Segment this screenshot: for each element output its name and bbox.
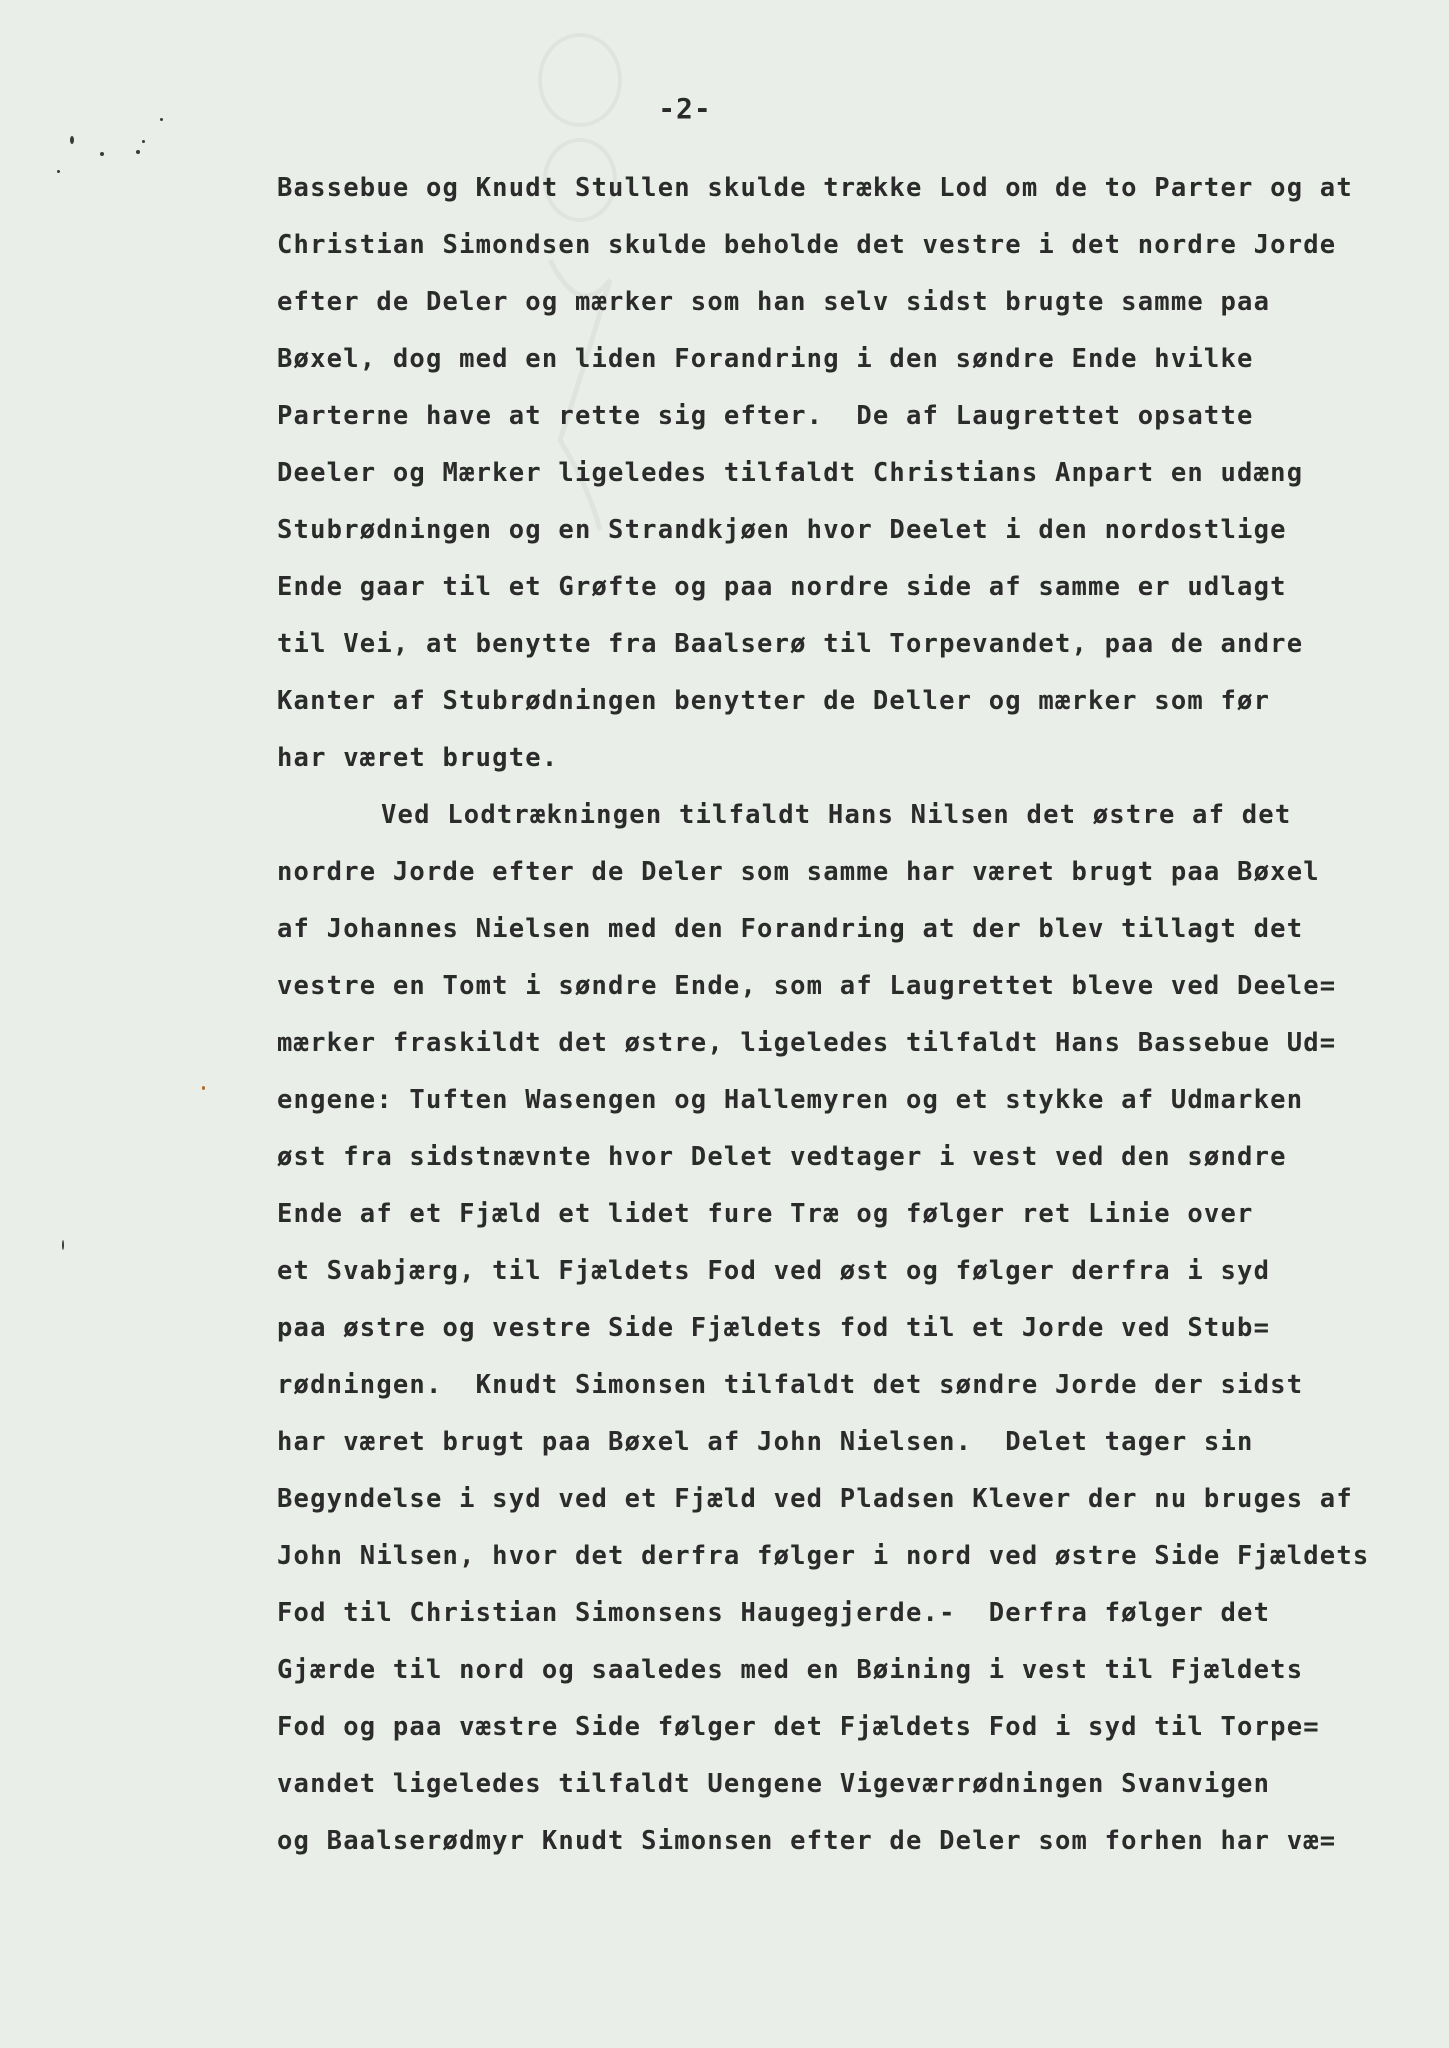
text-line: har været brugte. xyxy=(277,743,559,773)
text-line: Bassebue og Knudt Stullen skulde trække Lod om de to Parter og at xyxy=(277,173,1353,203)
text-line: Fod og paa væstre Side følger det Fjældets Fod i syd til Torpe= xyxy=(277,1712,1320,1742)
margin-mark xyxy=(136,150,140,154)
text-line: nordre Jorde efter de Deler som samme har været brugt paa Bøxel xyxy=(277,857,1320,887)
text-line: Stubrødningen og en Strandkjøen hvor Deelet i den nordostlige xyxy=(277,515,1287,545)
margin-mark xyxy=(70,136,74,144)
text-line: til Vei, at benytte fra Baalserø til Torpevandet, paa de andre xyxy=(277,629,1304,659)
margin-mark xyxy=(142,140,145,143)
text-line: har været brugt paa Bøxel af John Nielsen. Delet tager sin xyxy=(277,1427,1254,1457)
text-line: Gjærde til nord og saaledes med en Bøining i vest til Fjældets xyxy=(277,1655,1304,1685)
text-line: paa østre og vestre Side Fjældets fod til et Jorde ved Stub= xyxy=(277,1313,1271,1343)
text-line: Ende gaar til et Grøfte og paa nordre side af samme er udlagt xyxy=(277,572,1287,602)
margin-mark xyxy=(62,1240,64,1250)
text-line: John Nilsen, hvor det derfra følger i nord ved østre Side Fjældets xyxy=(277,1541,1370,1571)
text-line: vestre en Tomt i søndre Ende, som af Laugrettet bleve ved Deele= xyxy=(277,971,1337,1001)
text-line: vandet ligeledes tilfaldt Uengene Vigeværrødningen Svanvigen xyxy=(277,1769,1271,1799)
text-line: mærker fraskildt det østre, ligeledes tilfaldt Hans Bassebue Ud= xyxy=(277,1028,1337,1058)
text-line: Deeler og Mærker ligeledes tilfaldt Christians Anpart en udæng xyxy=(277,458,1304,488)
margin-mark xyxy=(202,1086,205,1090)
page-number: -2- xyxy=(658,92,712,125)
text-line: Christian Simondsen skulde beholde det vestre i det nordre Jorde xyxy=(277,230,1337,260)
text-line: øst fra sidstnævnte hvor Delet vedtager i vest ved den søndre xyxy=(277,1142,1287,1172)
text-line: Fod til Christian Simonsens Haugegjerde.- Derfra følger det xyxy=(277,1598,1271,1628)
text-line: Ende af et Fjæld et lidet fure Træ og følger ret Linie over xyxy=(277,1199,1254,1229)
text-line: et Svabjærg, til Fjældets Fod ved øst og følger derfra i syd xyxy=(277,1256,1271,1286)
text-line: Parterne have at rette sig efter. De af Laugrettet opsatte xyxy=(277,401,1254,431)
text-line: Begyndelse i syd ved et Fjæld ved Pladsen Klever der nu bruges af xyxy=(277,1484,1353,1514)
margin-mark xyxy=(160,118,163,121)
text-line: engene: Tuften Wasengen og Hallemyren og et stykke af Udmarken xyxy=(277,1085,1304,1115)
text-line: rødningen. Knudt Simonsen tilfaldt det søndre Jorde der sidst xyxy=(277,1370,1304,1400)
text-line: Kanter af Stubrødningen benytter de Deller og mærker som før xyxy=(277,686,1271,716)
margin-mark xyxy=(100,152,104,156)
text-line: og Baalserødmyr Knudt Simonsen efter de Deler som forhen har væ= xyxy=(277,1826,1337,1856)
text-line: af Johannes Nielsen med den Forandring at der blev tillagt det xyxy=(277,914,1304,944)
text-line: efter de Deler og mærker som han selv sidst brugte samme paa xyxy=(277,287,1271,317)
text-line: Bøxel, dog med en liden Forandring i den søndre Ende hvilke xyxy=(277,344,1254,374)
paragraph-start-line: Ved Lodtrækningen tilfaldt Hans Nilsen det østre af det xyxy=(381,800,1292,830)
margin-mark xyxy=(57,170,60,173)
typed-text-body xyxy=(277,160,1437,1870)
